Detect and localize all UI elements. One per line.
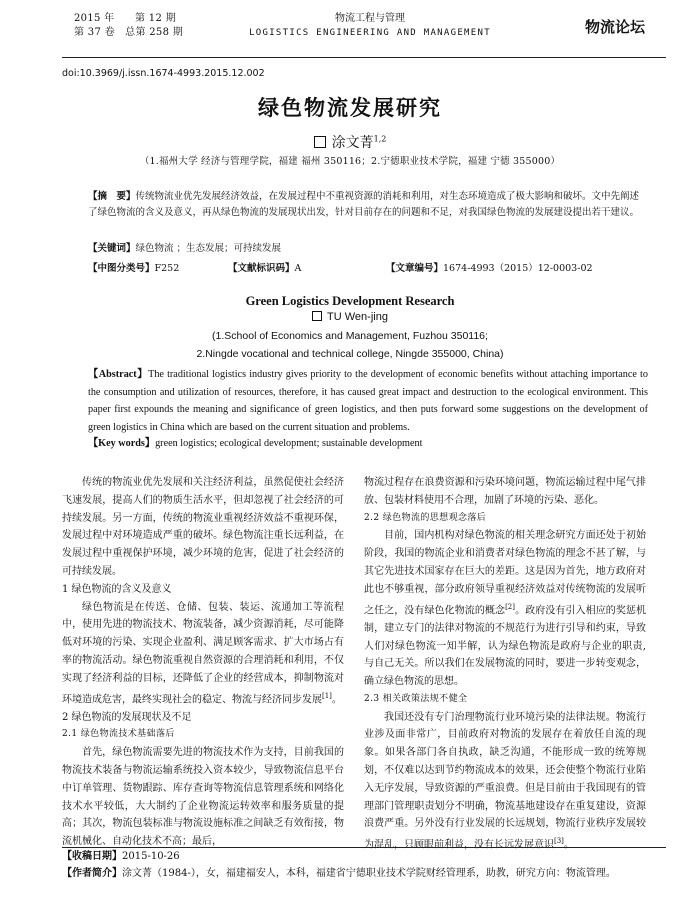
square-icon <box>314 136 326 148</box>
author-bio-text: 涂文菁（1984-），女，福建福安人，本科，福建省宁德职业技术学院财经管理系，助教，研究方向：物流管理。 <box>122 868 616 879</box>
keywords-en <box>88 435 648 453</box>
keywords-cn-text: 绿色物流 ；生态发展；可持续发展 <box>135 243 282 254</box>
keywords-cn-label: 【关键词】 <box>88 243 136 254</box>
journal-name <box>200 12 540 40</box>
author-bio <box>62 866 666 882</box>
section-2-1-heading: 2.1 绿色物流技术基础落后 <box>62 729 175 740</box>
header-rule <box>62 57 666 58</box>
section-1-heading: 1 绿色物流的含义及意义 <box>62 583 172 595</box>
journal-issue-info <box>74 12 183 40</box>
affiliation-cn: （1.福州大学 经济与管理学院，福建 福州 350116；2.宁德职业技术学院，福建 宁德 355000） <box>139 156 561 167</box>
keywords-en-label: 【Key words】 <box>88 438 156 449</box>
body-column-right <box>364 474 646 854</box>
clc-code <box>88 261 179 277</box>
doc-code-label: 【文献标识码】 <box>228 263 295 274</box>
clc-label: 【中图分类号】 <box>88 263 155 274</box>
paper-title-cn: 绿色物流发展研究 <box>258 95 442 120</box>
received-label: 【收稿日期】 <box>62 851 122 862</box>
author-name-en: TU Wen-jing <box>327 311 388 323</box>
received-value: 2015-10-26 <box>122 851 180 862</box>
citation-ref: [1] <box>322 691 332 700</box>
section-2-2-paragraph <box>364 527 646 691</box>
abstract-cn-text: 传统物流业优先发展经济效益，在发展过程中不重视资源的消耗和利用，对生态环境造成了极大影响和破坏。文中先阐述了绿色物流的含义及意义，再从绿色物流的发展现状出发，针对目前存在的问题和不足，对我国绿色物流的发展建设提出若干建议。 <box>88 191 640 218</box>
author-bio-label: 【作者简介】 <box>62 868 122 879</box>
section-2-2-text-b: 。政府没有引入相应的奖惩机制，建立专门的法律对物流的不规范行为进行引导和约束，导致人们对绿色物流一知半解，认为绿色物流是政府与企业的职责,与自己无关。所以我们在发展物流的同时，要进一步转变观念，确立绿色物流的思想。 <box>364 604 647 688</box>
doc-code-value: A <box>294 263 302 274</box>
citation-ref: [2] <box>505 602 515 611</box>
section-2-3-text-end: 。 <box>563 839 574 851</box>
section-2-1-continued: 物流过程存在浪费资源和污染环境问题，物流运输过程中尾气排放、包装材料使用不合理，加剧了环境的污染、恶化。 <box>364 477 646 506</box>
citation-ref: [3] <box>554 837 564 846</box>
author-affil-sup: 1,2 <box>373 134 387 144</box>
affiliation-en-1: (1.School of Economics and Management, Fuzhou 350116; <box>212 330 488 342</box>
journal-name-en: LOGISTICS ENGINEERING AND MANAGEMENT <box>249 28 491 38</box>
abstract-en <box>88 366 648 436</box>
section-2-3-text: 我国还没有专门治理物流行业环境污染的法律法规。物流行业涉及面非常广，目前政府对物流的发展存在着放任自流的现象。如果各部门各自执政，缺乏沟通，不能形成一致的统筹规划，不仅难以达到节约物流成本的效果，还会使整个物流行业陷入无序发展，导致资源的严重浪费。但是目前由于我国现有的管理部门管理职责划分不明确，物流基地建设存在重复建设，资源浪费严重。另外没有行业发展的长远规划，物流行业秩序发展较为混乱，只顾眼前利益，没有长远发展意识 <box>364 711 646 851</box>
section-2-2-text: 目前，国内机构对绿色物流的相关理念研究方面还处于初始阶段，我国的物流企业和消费者对绿色物流的理念不甚了解，与其它先进技术国家存在巨大的差距。这是因为首先，地方政府对此也不够重视，部分政府领导重视经济效益对传统物流的发展听之任之，没有绿色化物流的概念 <box>364 530 646 616</box>
section-2-1-paragraph: 首先，绿色物流需要先进的物流技术作为支持，目前我国的物流技术装备与物流运输系统投入资本较少，导致物流信息平台中订单管理、货物跟踪、库存查询等物流信息管理系统和网络化技术水平较低，大大制约了企业物流运转效率和服务质量的提高；其次，物流包装标准与物流设施标准之间缺乏有效衔接，物流机械化、自动化技术不高；最后， <box>62 747 344 848</box>
doc-code <box>228 261 301 277</box>
abstract-cn-label: 【摘 要】 <box>88 191 136 202</box>
abstract-en-label: 【Abstract】 <box>88 369 149 380</box>
affiliation-en-2: 2.Ningde vocational and technical college, Ningde 355000, China) <box>196 348 504 360</box>
journal-name-cn: 物流工程与管理 <box>335 13 405 24</box>
section-2-3-paragraph <box>364 709 646 855</box>
abstract-en-text: The traditional logistics industry gives priority to the development of economic benefits without attaching importance to the consumption and utilization of resources, therefore, it has caused great impact and destruction to the ecological environment. This paper first expounds the meaning and significance of green logistics, and then puts forward some suggestions on the development of green logistics in China which are based on the current situation and problems. <box>88 369 648 433</box>
article-no <box>386 261 593 277</box>
intro-paragraph: 传统的物流业优先发展和关注经济利益，虽然促使社会经济飞速发展，提高人们的物质生活水平，但却忽视了社会经济的可持续发展。另一方面，传统的物流业重视经济效益不重视环保，发展过程中对环境造成严重的破坏。绿色物流注重长远利益，在发展过程中重视保护环境，减少环境的危害，促进了社会经济的可持续发展。 <box>62 477 344 577</box>
clc-value: F252 <box>154 263 180 274</box>
author-en <box>0 311 700 323</box>
abstract-cn <box>88 189 648 221</box>
author-cn <box>0 132 700 152</box>
section-1-text: 绿色物流是在传送、仓储、包装、装运、流通加工等流程中，使用先进的物流技术、物流装备，减少资源消耗，尽可能降低对环境的污染、实现企业盈利、满足顾客需求、扩大市场占有率的物流活动。绿色物流重视自然资源的合理消耗和利用，不仅实现了经济利益的目标，还降低了企业的经营成本，抑制物流对环境造成危害，最终实现社会的稳定、物流与经济同步发展 <box>62 601 344 705</box>
volume-line: 第 37 卷 总第 258 期 <box>74 27 184 38</box>
section-2-2-heading: 2.2 绿色物流的思想观念落后 <box>364 512 487 523</box>
issue-line: 2015 年 第 12 期 <box>74 13 176 24</box>
author-name-cn: 涂文菁 <box>331 135 374 151</box>
footer-rule <box>62 847 666 848</box>
keywords-cn <box>88 241 648 257</box>
keywords-en-text: green logistics; ecological development; sustainable development <box>155 438 423 449</box>
article-no-value: 1674-4993（2015）12-0003-02 <box>443 263 593 274</box>
section-1-paragraph <box>62 599 344 709</box>
section-2-3-heading: 2.3 相关政策法规不健全 <box>364 693 468 704</box>
column-title: 物流论坛 <box>585 18 646 36</box>
paper-title-en: Green Logistics Development Research <box>245 294 455 308</box>
section-2-heading: 2 绿色物流的发展现状及不足 <box>62 711 192 723</box>
body-column-left <box>62 474 344 851</box>
doi: doi:10.3969/j.issn.1674-4993.2015.12.002 <box>62 68 265 79</box>
section-1-text-end: 。 <box>331 693 342 705</box>
square-icon <box>312 311 322 321</box>
article-no-label: 【文章编号】 <box>386 263 444 274</box>
received-date <box>62 849 666 865</box>
